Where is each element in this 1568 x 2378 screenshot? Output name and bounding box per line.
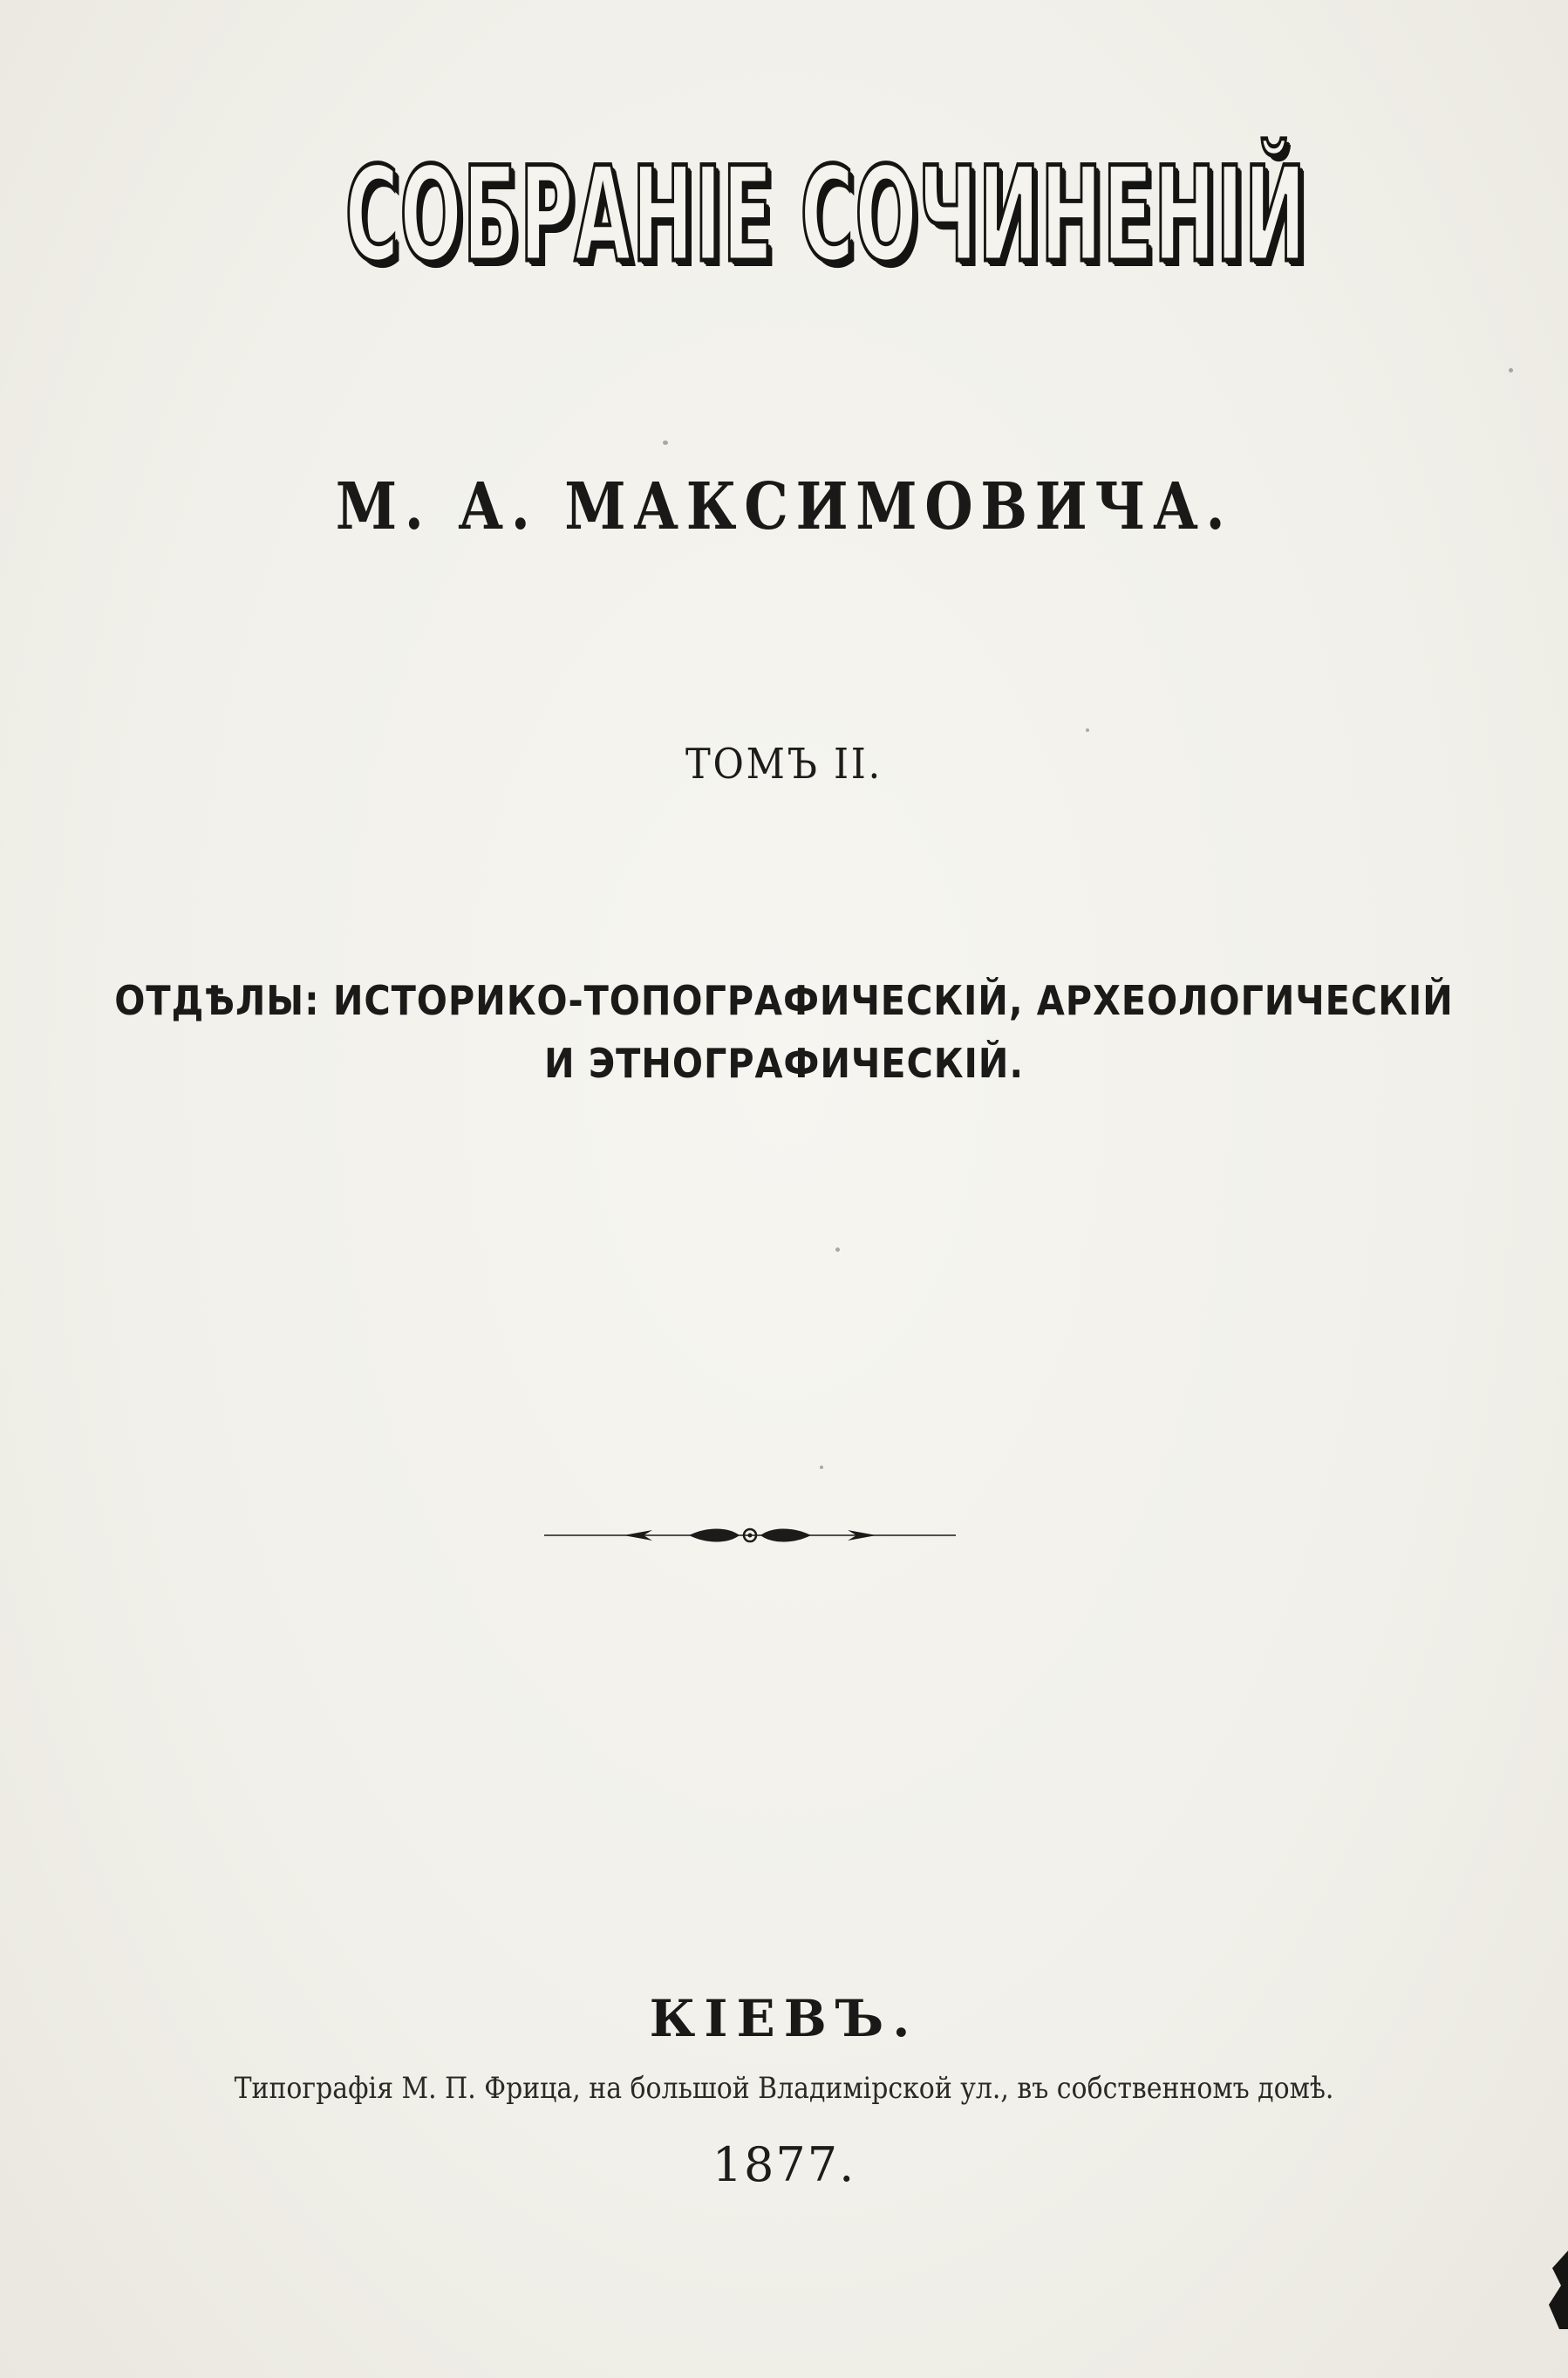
- sections-line-2: И ЭТНОГРАФИЧЕСКІЙ.: [544, 1040, 1024, 1087]
- ornament-divider: [541, 1518, 959, 1553]
- publication-year: 1877.: [712, 2137, 856, 2192]
- book-title: СОБРАНІЕ СОЧИНЕНІЙ: [344, 140, 1307, 291]
- author-name: М. А. МАКСИМОВИЧА.: [335, 469, 1233, 544]
- paper-speck: [820, 1466, 823, 1469]
- printer-imprint: Типографія М. П. Фрица, на большой Владимірской ул., въ собственномъ домѣ.: [234, 2071, 1334, 2106]
- page-edge-mark: [1544, 2251, 1568, 2329]
- sections-line-1: ОТДѢЛЫ: ИСТОРИКО-ТОПОГРАФИЧЕСКІЙ, АРХЕОЛОГИЧЕСКІЙ: [114, 977, 1454, 1024]
- paper-speck: [1086, 728, 1089, 732]
- paper-speck: [835, 1247, 840, 1252]
- paper-speck: [663, 441, 668, 445]
- volume-number: ТОМЪ II.: [685, 740, 883, 789]
- paper-speck: [1509, 368, 1513, 372]
- city-name: КІЕВЪ.: [649, 1989, 919, 2048]
